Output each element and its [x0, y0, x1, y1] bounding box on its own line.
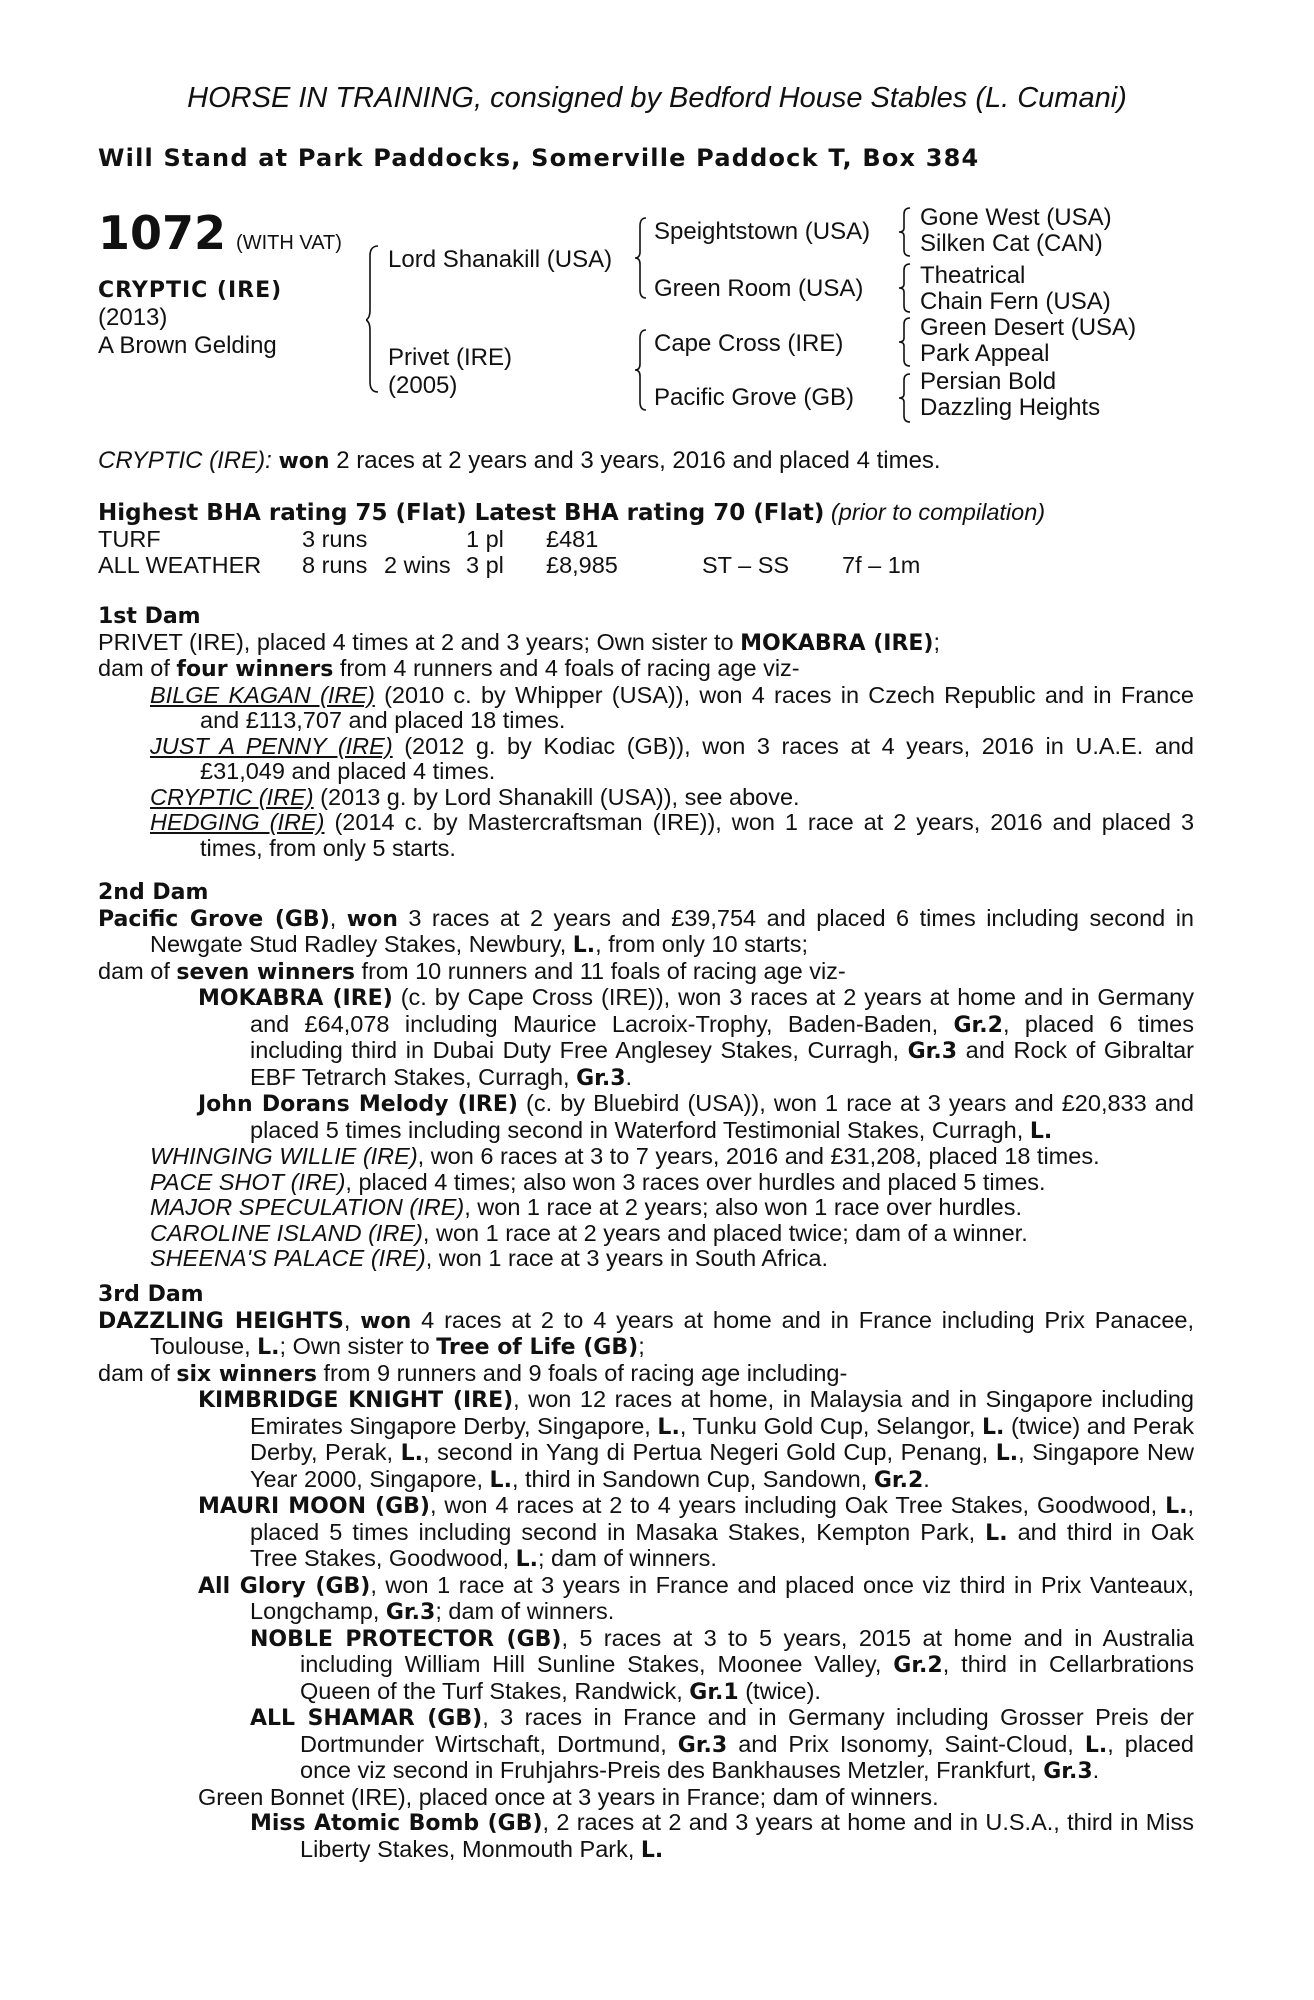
text-run: dam of: [98, 957, 177, 984]
first-dam-heading: 1st Dam: [98, 604, 201, 629]
text-run: ; Own sister to: [279, 1333, 437, 1359]
text-run: and Rock of Gibraltar EBF Tetrarch Stakes, Curragh,: [250, 1037, 1195, 1090]
produce-text: (2012 g. by Kodiac (GB)), won 3 races at 4 years, 2016 in U.A.E. and £31,049 and placed 4 times.: [200, 732, 1194, 784]
turf-placed: 1 pl: [466, 526, 504, 552]
produce-entry: [98, 785, 1194, 811]
pedigree-sdd: Chain Fern (USA): [920, 288, 1111, 315]
text-run: Gr.3: [385, 1600, 436, 1625]
third-dam-section: [98, 1282, 1194, 1863]
pedigree-brace-dd: [898, 372, 912, 424]
produce-entry: [98, 683, 1194, 734]
text-run: , won 4 races at 2 to 4 years including Oak Tree Stakes, Goodwood,: [429, 1492, 1166, 1518]
aw-label: ALL WEATHER: [98, 552, 262, 578]
produce-name: JUST A PENNY (IRE): [150, 732, 393, 759]
text-run: , won 1 race at 2 years; also won 1 race over hurdles.: [464, 1194, 1022, 1220]
text-run: L.: [1029, 1118, 1053, 1144]
text-run: from 10 runners and 11 foals of racing age viz-: [355, 957, 846, 984]
summary-horse-name: CRYPTIC (IRE): [98, 447, 266, 474]
text-run: Gr.3: [907, 1039, 958, 1064]
page-header: HORSE IN TRAINING, consigned by Bedford House Stables (L. Cumani): [187, 82, 1127, 114]
text-run: , from only 10 starts;: [595, 931, 809, 957]
produce-name: SHEENA'S PALACE (IRE): [150, 1245, 426, 1271]
pedigree-ddd: Dazzling Heights: [920, 394, 1101, 421]
second-dam-name: Pacific Grove (GB): [98, 906, 330, 932]
text-run: Tree of Life (GB): [436, 1335, 639, 1360]
text-run: , Tunku Gold Cup, Selangor,: [679, 1412, 982, 1439]
first-dam-produce-intro: dam of: [98, 655, 177, 681]
produce-entry: [98, 1091, 1194, 1144]
text-run: L.: [657, 1414, 680, 1440]
text-run: from 9 runners and 9 foals of racing age including-: [316, 1359, 848, 1386]
text-run: L.: [985, 1520, 1008, 1546]
produce-name: PACE SHOT (IRE): [150, 1168, 346, 1195]
pedigree-sds: Theatrical: [920, 262, 1026, 289]
third-dam-winners: six winners: [176, 1361, 317, 1387]
produce-name: ALL SHAMAR (GB): [250, 1706, 483, 1731]
pedigree-dam: Privet (IRE): [388, 344, 513, 371]
text-run: , won 1 race at 2 years and placed twice; dam of a winner.: [422, 1219, 1028, 1246]
text-run: ;: [638, 1333, 645, 1359]
produce-name: HEDGING (IRE): [150, 809, 325, 835]
produce-entry: [98, 1626, 1194, 1706]
pedigree-brace-ds: [898, 316, 912, 368]
horse-year: (2013): [98, 304, 168, 331]
text-run: L.: [257, 1335, 280, 1360]
first-dam-line: PRIVET (IRE), placed 4 times at 2 and 3 years; Own sister to: [98, 628, 741, 655]
produce-name: Miss Atomic Bomb (GB): [250, 1811, 543, 1836]
text-run: , placed 4 times; also won 3 races over hurdles and placed 5 times.: [345, 1168, 1046, 1195]
produce-entry: [98, 734, 1194, 785]
produce-entry: [98, 1170, 1194, 1196]
pedigree-brace-sire: [634, 216, 648, 300]
third-dam-text: [98, 1308, 1194, 1361]
pedigree-brace-sd: [898, 262, 912, 314]
text-run: , placed 6 times including third in Dubai Duty Free Anglesey Stakes, Curragh,: [250, 1010, 1194, 1063]
pedigree-sire: Lord Shanakill (USA): [388, 246, 613, 273]
text-run: , Singapore New Year 2000, Singapore,: [250, 1439, 1194, 1492]
text-run: .: [625, 1063, 633, 1090]
text-run: .: [923, 1465, 930, 1492]
vat-note: (WITH VAT): [236, 232, 342, 254]
lot-number: 1072: [98, 206, 227, 260]
first-dam-section: [98, 604, 1194, 861]
text-run: Gr.2: [893, 1653, 943, 1678]
text-run: ; dam of winners.: [538, 1545, 717, 1571]
text-run: , won 1 race at 3 years in South Africa.: [425, 1245, 829, 1271]
text-run: , placed 5 times including second in Masaka Stakes, Kempton Park,: [250, 1492, 1194, 1545]
pedigree-brace-dam: [634, 328, 648, 412]
produce-text: Green Bonnet (IRE), placed once at 3 years in France; dam of winners.: [198, 1783, 939, 1810]
third-dam-heading: 3rd Dam: [98, 1282, 204, 1307]
pedigree-dss: Green Desert (USA): [920, 314, 1137, 341]
produce-entry: [98, 1144, 1194, 1170]
text-run: L.: [1165, 1494, 1188, 1519]
text-run: won: [346, 906, 398, 932]
bha-rating: [98, 500, 1198, 527]
text-run: , third in Sandown Cup, Sandown,: [511, 1465, 874, 1492]
race-summary: CRYPTIC (IRE): won 2 races at 2 years and 3 years, 2016 and placed 4 times.: [98, 447, 941, 474]
text-run: , third in Cellarbrations Queen of the Turf Stakes, Randwick,: [300, 1651, 1194, 1704]
text-run: (twice).: [738, 1677, 821, 1704]
text-run: won: [360, 1308, 412, 1334]
text-run: .: [1092, 1757, 1100, 1783]
produce-entry: [98, 1387, 1194, 1493]
aw-distance: 7f – 1m: [842, 552, 921, 578]
stand-location: Will Stand at Park Paddocks, Somerville Paddock T, Box 384: [98, 144, 980, 172]
pedigree-dam-year: (2005): [388, 372, 458, 399]
text-run: , placed once viz second in Fruhjahrs-Preis des Bankhauses Metzler, Frankfurt,: [300, 1730, 1194, 1783]
text-run: Gr.2: [953, 1012, 1003, 1038]
first-dam-sister: MOKABRA (IRE): [740, 630, 934, 656]
horse-name: CRYPTIC (IRE): [98, 278, 283, 303]
second-dam-heading: 2nd Dam: [98, 880, 209, 905]
text-run: (c. by Cape Cross (IRE)), won 3 races at 2 years at home and in Germany and £64,078 including Maurice Lacroix-Trophy, Baden-Baden,: [250, 984, 1195, 1037]
rating-note: (prior to compilation): [830, 499, 1046, 525]
produce-name: NOBLE PROTECTOR (GB): [250, 1626, 562, 1652]
text-run: L.: [640, 1837, 664, 1863]
produce-name: All Glory (GB): [198, 1573, 371, 1599]
text-run: dam of: [98, 1359, 177, 1386]
aw-going: ST – SS: [702, 552, 790, 578]
text-run: , won 12 races at home, in Malaysia and in Singapore including Emirates Singapore Derby, Singapore,: [250, 1386, 1194, 1439]
first-dam-winners: four winners: [176, 657, 334, 682]
text-run: Gr.1: [689, 1679, 739, 1705]
pedigree-dam-dam: Pacific Grove (GB): [654, 384, 855, 411]
produce-name: MAJOR SPECULATION (IRE): [150, 1194, 465, 1220]
text-run: ,: [329, 904, 347, 931]
text-run: , second in Yang di Pertua Negeri Gold Cup, Penang,: [422, 1439, 996, 1465]
pedigree-sire-dam: Green Room (USA): [654, 275, 864, 302]
text-run: (twice) and Perak Derby, Perak,: [250, 1412, 1194, 1465]
produce-entry: [98, 1493, 1194, 1573]
aw-earnings: £8,985: [546, 552, 618, 578]
text-run: , won 6 races at 3 to 7 years, 2016 and £31,208, placed 18 times.: [417, 1143, 1100, 1169]
produce-name: BILGE KAGAN (IRE): [150, 681, 375, 708]
pedigree-dsd: Park Appeal: [920, 340, 1050, 367]
aw-placed: 3 pl: [466, 552, 504, 578]
produce-entry: [98, 1810, 1194, 1863]
text-run: 3 races at 2 years and £39,754 and placed 6 times including second in Newgate Stud Radley Stakes, Newbury,: [150, 904, 1194, 957]
second-dam-text: [98, 906, 1194, 959]
text-run: Gr.3: [1043, 1759, 1093, 1784]
rating-text: Highest BHA rating 75 (Flat) Latest BHA rating 70 (Flat): [98, 500, 825, 526]
turf-earnings: £481: [546, 526, 599, 552]
produce-name: WHINGING WILLIE (IRE): [150, 1143, 418, 1169]
text-run: ,: [343, 1306, 361, 1333]
pedigree-brace-main: [366, 244, 380, 394]
pedigree-dds: Persian Bold: [920, 368, 1057, 395]
produce-text: (2010 c. by Whipper (USA)), won 4 races in Czech Republic and in France and £113,707 and placed 18 times.: [200, 681, 1194, 733]
text-run: L.: [1084, 1732, 1108, 1758]
produce-name: CAROLINE ISLAND (IRE): [150, 1219, 423, 1246]
text-run: and Prix Isonomy, Saint-Cloud,: [727, 1730, 1085, 1757]
text-run: and third in Oak Tree Stakes, Goodwood,: [250, 1518, 1194, 1571]
produce-text: (2013 g. by Lord Shanakill (USA)), see above.: [313, 783, 800, 810]
produce-name: MOKABRA (IRE): [198, 986, 393, 1011]
text-run: L.: [572, 933, 596, 958]
produce-entry: [98, 1246, 1194, 1272]
text-run: Gr.3: [677, 1732, 728, 1758]
text-run: Gr.3: [576, 1065, 626, 1091]
text-run: , won 1 race at 3 years in France and placed once viz third in Prix Vanteaux, Longchamp,: [250, 1571, 1195, 1624]
second-dam-section: [98, 880, 1194, 1272]
text-run: L.: [400, 1441, 423, 1466]
first-dam-punct: ;: [933, 628, 941, 655]
turf-label: TURF: [98, 526, 161, 552]
text-run: L.: [515, 1547, 538, 1572]
summary-won: won: [278, 449, 330, 474]
text-run: L.: [995, 1441, 1019, 1466]
horse-description: A Brown Gelding: [98, 332, 277, 359]
second-dam-winners: seven winners: [176, 959, 356, 985]
text-run: ; dam of winners.: [435, 1598, 615, 1624]
produce-name: KIMBRIDGE KNIGHT (IRE): [198, 1388, 514, 1413]
text-run: , 2 races at 2 and 3 years at home and in U.S.A., third in Miss Liberty Stakes, Monmouth Park,: [300, 1809, 1194, 1862]
text-run: L.: [981, 1414, 1005, 1440]
aw-runs: 8 runs: [302, 552, 368, 578]
pedigree-brace-ss: [898, 206, 912, 258]
text-run: (c. by Bluebird (USA)), won 1 race at 3 years and £20,833 and placed 5 times including second in Waterford Testimonial Stakes, Curragh,: [250, 1090, 1194, 1143]
produce-entry: [98, 1573, 1194, 1626]
text-run: 4 races at 2 to 4 years at home and in France including Prix Panacee, Toulouse,: [150, 1306, 1195, 1359]
pedigree-ssd: Silken Cat (CAN): [920, 230, 1103, 257]
pedigree-dam-sire: Cape Cross (IRE): [654, 330, 844, 357]
produce-name: MAURI MOON (GB): [198, 1494, 430, 1519]
first-dam-produce-text: from 4 runners and 4 foals of racing age viz-: [333, 655, 800, 681]
pedigree-sss: Gone West (USA): [920, 204, 1112, 231]
produce-entry: [98, 985, 1194, 1091]
produce-entry: [98, 1221, 1194, 1247]
pedigree-sire-sire: Speightstown (USA): [654, 218, 871, 245]
third-dam-name: DAZZLING HEIGHTS: [98, 1308, 344, 1334]
produce-name: John Dorans Melody (IRE): [198, 1092, 518, 1117]
produce-entry: [98, 810, 1194, 861]
aw-wins: 2 wins: [384, 552, 451, 578]
text-run: Gr.2: [873, 1467, 924, 1493]
produce-entry: [98, 1705, 1194, 1785]
summary-text: 2 races at 2 years and 3 years, 2016 and placed 4 times.: [329, 447, 941, 474]
text-run: L.: [489, 1467, 512, 1493]
produce-entry: [98, 1785, 1194, 1811]
produce-text: (2014 c. by Mastercraftsman (IRE)), won 1 race at 2 years, 2016 and placed 3 times, from only 5 starts.: [200, 809, 1195, 861]
text-run: , 5 races at 3 to 5 years, 2015 at home and in Australia including William Hill Sunline Stakes, Moonee Valley,: [300, 1624, 1194, 1677]
turf-runs: 3 runs: [302, 526, 368, 552]
text-run: , 3 races in France and in Germany including Grosser Preis der Dortmunder Wirtschaft, Dortmund,: [300, 1704, 1194, 1757]
produce-name: CRYPTIC (IRE): [150, 783, 314, 810]
produce-entry: [98, 1195, 1194, 1221]
